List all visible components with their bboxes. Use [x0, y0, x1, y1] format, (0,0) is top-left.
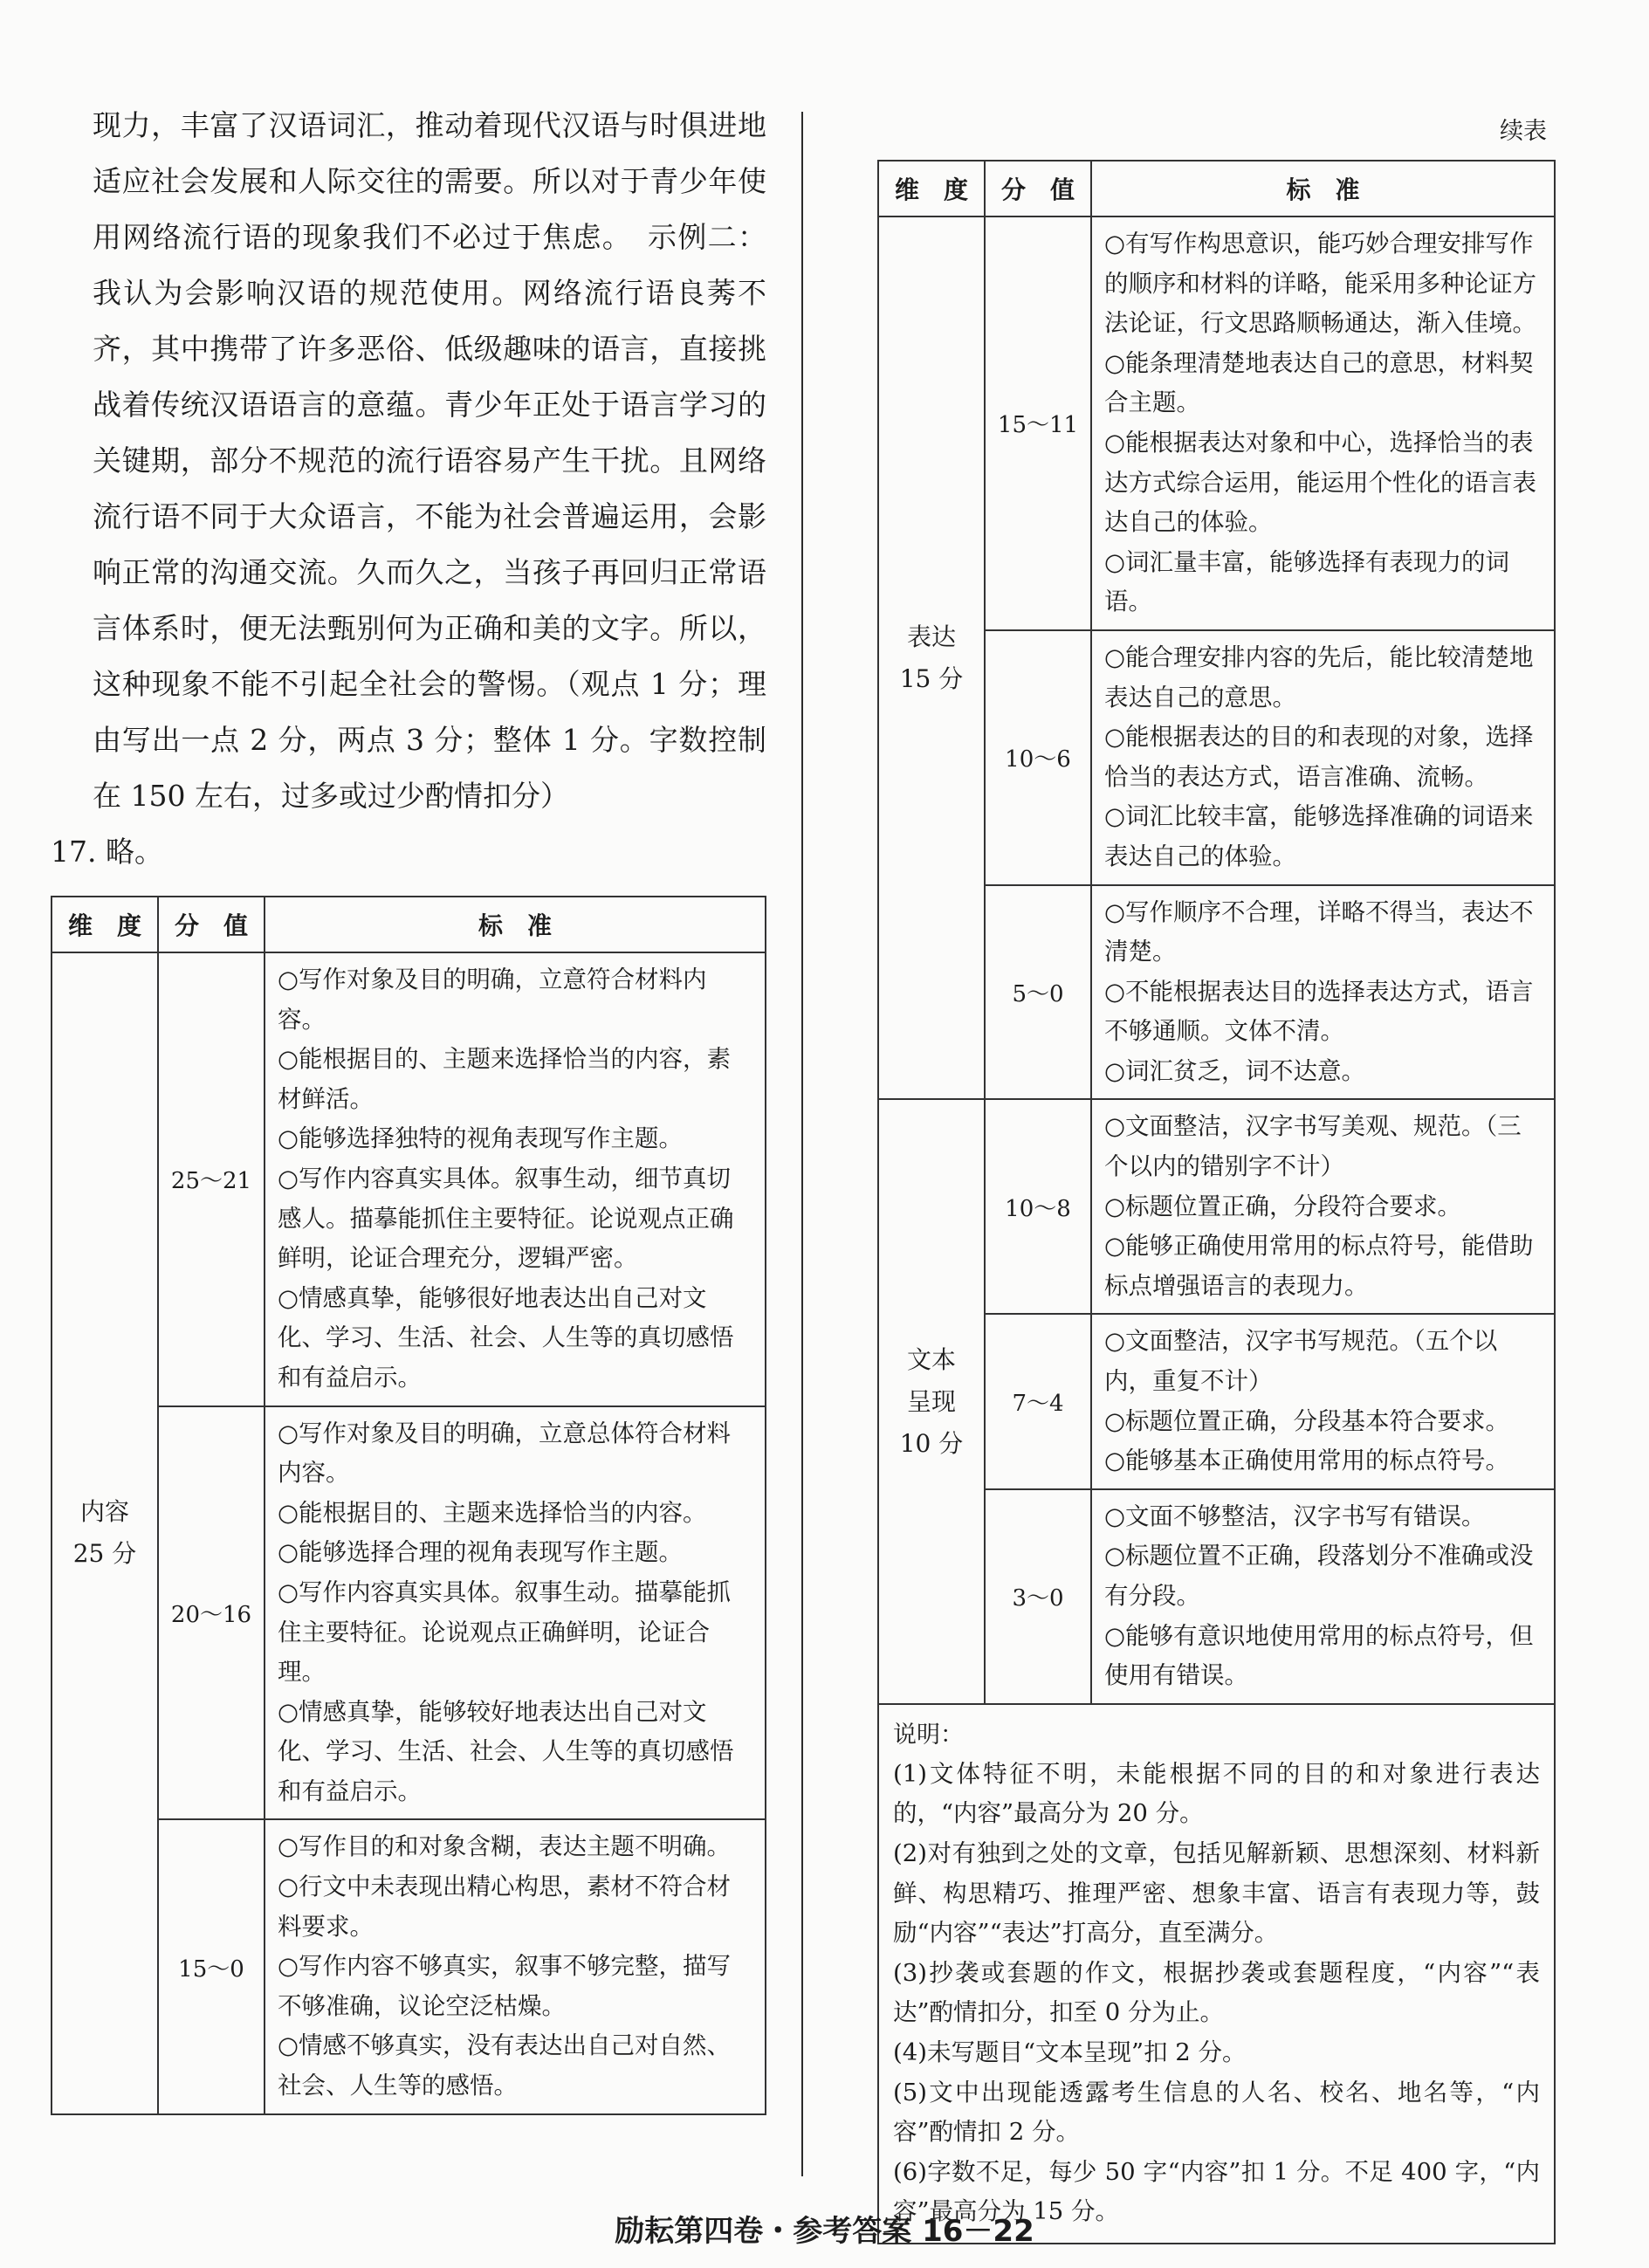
left-column [51, 98, 766, 2115]
criterion: ○能够选择合理的视角表现写作主题。 [278, 1538, 683, 1567]
dimension-name: 内容 [79, 1497, 129, 1527]
criterion: ○标题位置正确，分段基本符合要求。 [1104, 1406, 1509, 1435]
dimension-cell [878, 1099, 985, 1703]
criterion: ○文面整洁，汉字书写美观、规范。（三个以内的错别字不计） [1104, 1112, 1522, 1181]
criteria-cell [1091, 216, 1555, 630]
criteria-cell [265, 1819, 766, 2113]
score-range: 3～0 [985, 1489, 1091, 1704]
table-row [878, 1099, 1555, 1314]
criterion: ○写作内容不够真实，叙事不够完整，描写不够准确，议论空泛枯燥。 [278, 1952, 731, 2020]
note-item: (6)字数不足，每少 50 字“内容”扣 1 分。不足 400 字，“内容”最高分为 15 分。 [893, 2157, 1540, 2226]
right-column [877, 112, 1556, 2244]
dimension-points: 15 分 [899, 663, 964, 693]
criterion: ○写作对象及目的明确，立意总体符合材料内容。 [278, 1419, 731, 1488]
criterion: ○写作内容真实具体。叙事生动，细节真切感人。描摹能抓住主要特征。论说观点正确鲜明，论证合理充分，逻辑严密。 [278, 1164, 734, 1273]
score-range: 25～21 [158, 952, 265, 1406]
criteria-cell [1091, 630, 1555, 885]
notes-title: 说明： [893, 1721, 964, 1749]
header-score: 分 值 [985, 161, 1091, 216]
criteria-cell [1091, 1314, 1555, 1488]
criterion: ○能够有意识地使用常用的标点符号，但使用有错误。 [1104, 1621, 1534, 1690]
score-range: 10～6 [985, 630, 1091, 885]
criterion: ○能根据表达对象和中心，选择恰当的表达方式综合运用，能运用个性化的语言表达自己的体验。 [1104, 428, 1536, 537]
criterion: ○写作对象及目的明确，立意符合材料内容。 [278, 966, 707, 1034]
header-criteria: 标 准 [1091, 161, 1555, 216]
criterion: ○行文中未表现出精心构思，素材不符合材料要求。 [278, 1873, 731, 1941]
criterion: ○情感真挚，能够较好地表达出自己对文化、学习、生活、社会、人生等的真切感悟和有益启示。 [278, 1697, 734, 1805]
table-header-row [52, 897, 766, 952]
criterion: ○写作内容真实具体。叙事生动。描摹能抓住主要特征。论说观点正确鲜明，论证合理。 [278, 1577, 731, 1687]
note-item: (2)对有独到之处的文章，包括见解新颖、思想深刻、材料新鲜、构思精巧、推理严密、想象丰富、语言有表现力等，鼓励“内容”“表达”打高分，直至满分。 [893, 1838, 1540, 1948]
criterion: ○词汇比较丰富，能够选择准确的词语来表达自己的体验。 [1104, 802, 1534, 870]
header-score: 分 值 [158, 897, 265, 952]
criterion: ○有写作构思意识，能巧妙合理安排写作的顺序和材料的详略，能采用多种论证方法论证，行文思路顺畅通达，渐入佳境。 [1104, 230, 1536, 338]
criterion: ○词汇量丰富，能够选择有表现力的词语。 [1104, 547, 1509, 616]
criteria-cell [1091, 1489, 1555, 1704]
score-range: 15～11 [985, 216, 1091, 630]
criteria-cell [265, 1406, 766, 1820]
table-row [52, 1819, 766, 2113]
criterion: ○文面不够整洁，汉字书写有错误。 [1104, 1502, 1486, 1530]
score-range: 20～16 [158, 1406, 265, 1820]
criterion: ○情感真挚，能够很好地表达出自己对文化、学习、生活、社会、人生等的真切感悟和有益启示。 [278, 1283, 734, 1392]
criterion: ○能条理清楚地表达自己的意思，材料契合主题。 [1104, 348, 1534, 417]
dimension-name: 文本 [906, 1344, 956, 1374]
note-item: (4)未写题目“文本呈现”扣 2 分。 [893, 2038, 1247, 2066]
page-footer: 励耘第四卷・参考答案 16－22 [615, 2214, 1034, 2249]
score-range: 10～8 [985, 1099, 1091, 1314]
criterion: ○能根据表达的目的和表现的对象，选择恰当的表达方式，语言准确、流畅。 [1104, 723, 1534, 791]
content-scoring-table [51, 896, 766, 2115]
continued-label: 续表 [1500, 118, 1547, 145]
criterion: ○能根据目的、主题来选择恰当的内容。 [278, 1498, 707, 1527]
criterion: ○能够基本正确使用常用的标点符号。 [1104, 1447, 1509, 1475]
criterion: ○标题位置正确，分段符合要求。 [1104, 1192, 1461, 1220]
dimension-points: 10 分 [899, 1428, 964, 1458]
table-row [52, 952, 766, 1406]
table-header-row [878, 161, 1555, 216]
criterion: ○不能根据表达目的选择表达方式，语言不够通顺。文体不清。 [1104, 977, 1534, 1046]
note-item: (1)文体特征不明，未能根据不同的目的和对象进行表达的，“内容”最高分为 20 分。 [893, 1759, 1540, 1828]
criteria-cell [1091, 885, 1555, 1100]
criterion: ○能根据目的、主题来选择恰当的内容，素材鲜活。 [278, 1045, 731, 1113]
header-criteria: 标 准 [265, 897, 766, 952]
criterion: ○写作顺序不合理，详略不得当，表达不清楚。 [1104, 897, 1534, 966]
criteria-cell [265, 952, 766, 1406]
dimension-name: 呈现 [906, 1386, 956, 1416]
note-item: (5)文中出现能透露考生信息的人名、校名、地名等，“内容”酌情扣 2 分。 [893, 2078, 1540, 2147]
criterion: ○标题位置不正确，段落划分不准确或没有分段。 [1104, 1542, 1534, 1610]
criterion: ○情感不够真实，没有表达出自己对自然、社会、人生等的感悟。 [278, 2031, 731, 2100]
column-divider [801, 112, 803, 2176]
expression-presentation-table [877, 160, 1556, 1705]
question-17: 17. 略。 [51, 835, 163, 869]
score-range: 15～0 [158, 1819, 265, 2113]
table-row [878, 216, 1555, 630]
criterion: ○写作目的和对象含糊，表达主题不明确。 [278, 1832, 731, 1861]
header-dimension: 维 度 [878, 161, 985, 216]
notes-box [877, 1705, 1556, 2244]
dimension-name: 表达 [906, 622, 956, 651]
dimension-points: 25 分 [72, 1539, 137, 1569]
score-range: 7～4 [985, 1314, 1091, 1488]
header-dimension: 维 度 [52, 897, 158, 952]
essay-sample-paragraph: 现力，丰富了汉语词汇，推动着现代汉语与时俱进地适应社会发展和人际交往的需要。所以对于青少年使用网络流行语的现象我们不必过于焦虑。 示例二：我认为会影响汉语的规范使用。网络流行语良莠不齐，其中携带了许多恶俗、低级趣味的语言，直接挑战着传统汉语语言的意蕴。青少年正处于语言学习的关键期，部分不规范的流行语容易产生干扰。且网络流行语不同于大众语言，不能为社会普遍运用，会影响正常的沟通交流。久而久之，当孩子再回归正常语言体系时，便无法甄别何为正确和美的文字。所以，这种现象不能不引起全社会的警惕。（观点 1 分；理由写出一点 2 分，两点 3 分；整体 1 分。字数控制在 150 左右，过多或过少酌情扣分） [93, 108, 766, 813]
score-range: 5～0 [985, 885, 1091, 1100]
criteria-cell [1091, 1099, 1555, 1314]
criterion: ○能合理安排内容的先后，能比较清楚地表达自己的意思。 [1104, 643, 1534, 711]
dimension-cell [878, 216, 985, 1099]
criterion: ○能够正确使用常用的标点符号，能借助标点增强语言的表现力。 [1104, 1232, 1534, 1300]
dimension-cell [52, 952, 158, 2114]
note-item: (3)抄袭或套题的作文，根据抄袭或套题程度，“内容”“表达”酌情扣分，扣至 0 分为止。 [893, 1958, 1540, 2027]
criterion: ○词汇贫乏，词不达意。 [1104, 1056, 1365, 1085]
table-row [52, 1406, 766, 1820]
criterion: ○文面整洁，汉字书写规范。（五个以内，重复不计） [1104, 1327, 1498, 1396]
criterion: ○能够选择独特的视角表现写作主题。 [278, 1124, 683, 1153]
